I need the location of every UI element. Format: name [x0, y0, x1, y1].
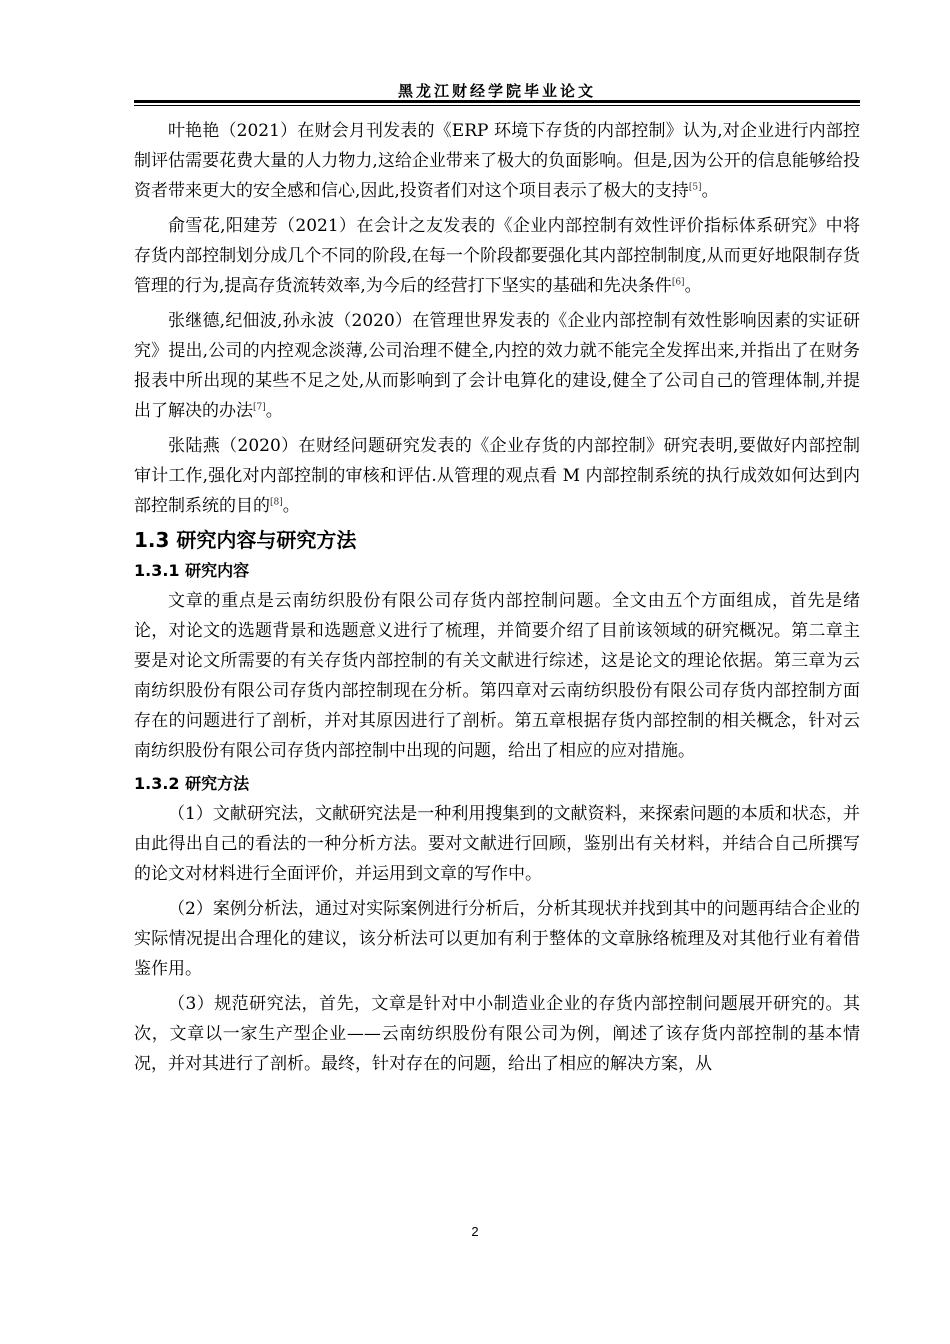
paragraph-literature-2: 俞雪花,阳建芳（2021）在会计之友发表的《企业内部控制有效性评价指标体系研究》中将存货内部控制划分成几个不同的阶段,在每一个阶段都要强化其内部控制制度,从而更好地限制存货管理的行为,提高存货流转效率,为今后的经营打下坚实的基础和先决条件[6]。	[134, 216, 860, 296]
section-heading-1-3: 1.3 研究内容与研究方法	[134, 528, 357, 552]
section-heading-1-3-2: 1.3.2 研究方法	[134, 774, 250, 793]
header-rule-thin	[134, 105, 860, 106]
citation-7: [7]	[253, 402, 266, 413]
paragraph-literature-1: 叶艳艳（2021）在财会月刊发表的《ERP 环境下存货的内部控制》认为,对企业进行内部控制评估需要花费大量的人力物力,这给企业带来了极大的负面影响。但是,因为公开的信息能够给投资者带来更大的安全感和信心,因此,投资者们对这个项目表示了极大的支持[5]。	[134, 121, 860, 201]
page-header: 黑龙江财经学院毕业论文	[397, 82, 596, 100]
header-rule-thick	[134, 100, 860, 103]
paragraph-literature-4: 张陆燕（2020）在财经问题研究发表的《企业存货的内部控制》研究表明,要做好内部控制审计工作,强化对内部控制的审核和评估.从管理的观点看 M 内部控制系统的执行成效如何达到内部控制系统的目的[8]。	[134, 436, 860, 516]
paragraph-research-content: 文章的重点是云南纺织股份有限公司存货内部控制问题。全文由五个方面组成，首先是绪论，对论文的选题背景和选题意义进行了梳理，并简要介绍了目前该领域的研究概况。第二章主要是对论文所需要的有关存货内部控制的有关文献进行综述，这是论文的理论依据。第三章为云南纺织股份有限公司存货内部控制现在分析。第四章对云南纺织股份有限公司存货内部控制方面存在的问题进行了剖析，并对其原因进行了剖析。第五章根据存货内部控制的相关概念，针对云南纺织股份有限公司存货内部控制中出现的问题，给出了相应的应对措施。	[134, 591, 860, 761]
citation-5: [5]	[688, 182, 702, 193]
page-number: 2	[471, 1224, 479, 1239]
paragraph-method-case: （2）案例分析法，通过对实际案例进行分析后，分析其现状并找到其中的问题再结合企业的实际情况提出合理化的建议，该分析法可以更加有利于整体的文章脉络梳理及对其他行业有着借鉴作用。	[134, 899, 860, 979]
paragraph-method-literature: （1）文献研究法，文献研究法是一种利用搜集到的文献资料，来探索问题的本质和状态，并由此得出自己的看法的一种分析方法。要对文献进行回顾，鉴别出有关材料，并结合自己所撰写的论文对材料进行全面评价，并运用到文章的写作中。	[134, 804, 860, 884]
paragraph-method-normative: （3）规范研究法，首先，文章是针对中小制造业企业的存货内部控制问题展开研究的。其次，文章以一家生产型企业——云南纺织股份有限公司为例，阐述了该存货内部控制的基本情况，并对其进行了剖析。最终，针对存在的问题，给出了相应的解决方案，从	[134, 994, 860, 1074]
citation-8: [8]	[270, 497, 283, 508]
paragraph-literature-3: 张继德,纪佃波,孙永波（2020）在管理世界发表的《企业内部控制有效性影响因素的实证研究》提出,公司的内控观念淡薄,公司治理不健全,内控的效力就不能完全发挥出来,并指出了在财务报表中所出现的某些不足之处,从而影响到了会计电算化的建设,健全了公司自己的管理体制,并提出了解决的办法[7]。	[134, 311, 860, 421]
section-heading-1-3-1: 1.3.1 研究内容	[134, 561, 250, 580]
citation-6: [6]	[671, 277, 685, 288]
page-content	[134, 116, 860, 1084]
